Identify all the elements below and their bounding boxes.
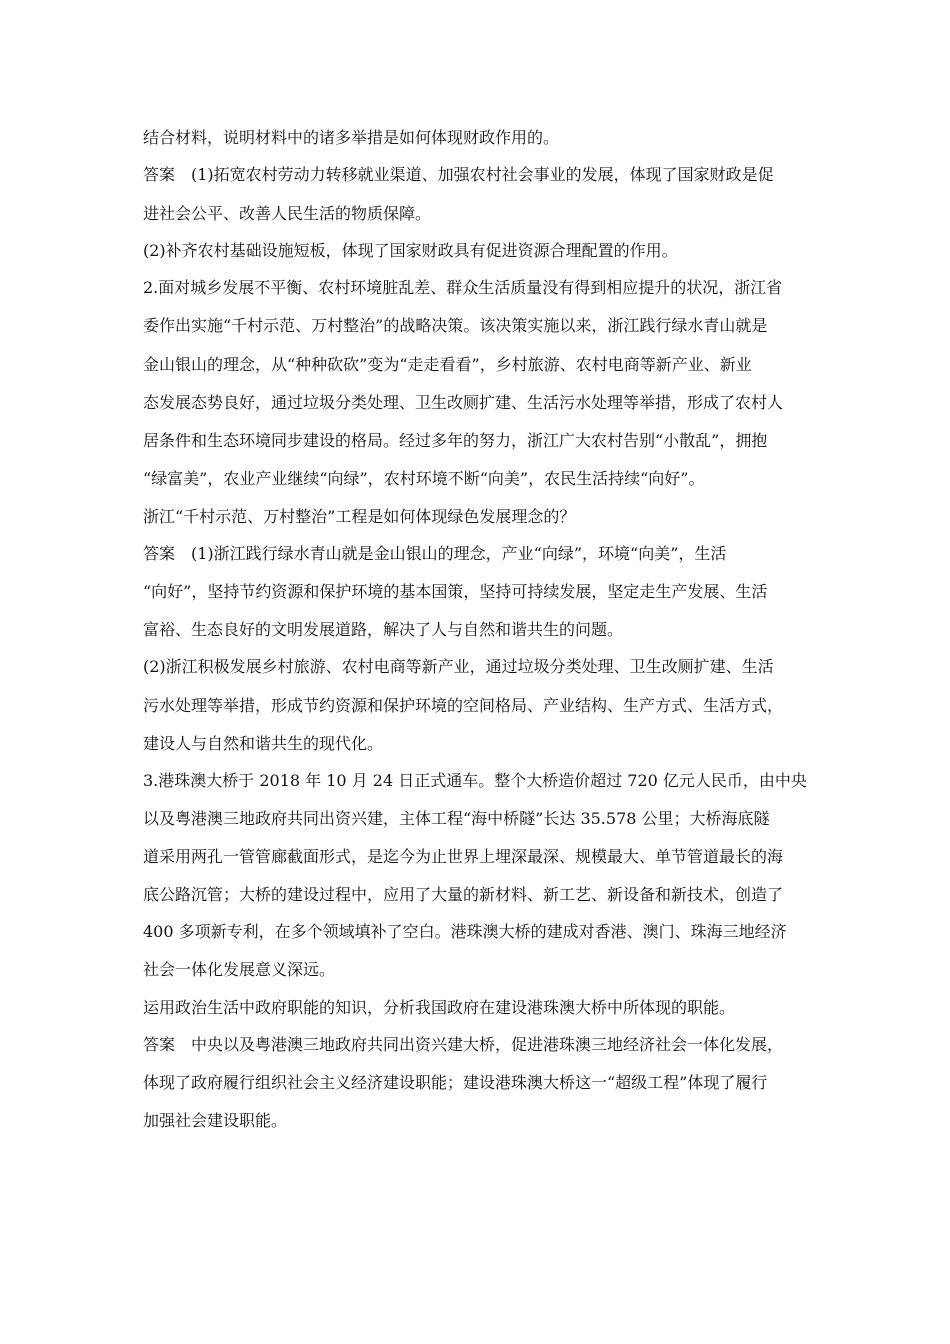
text-line: 委作出实施“千村示范、万村整治”的战略决策。该决策实施以来，浙江践行绿水青山就是: [143, 316, 768, 335]
text-line: 运用政治生活中政府职能的知识，分析我国政府在建设港珠澳大桥中所体现的职能。: [143, 998, 736, 1017]
text-line: 进社会公平、改善人民生活的物质保障。: [143, 204, 432, 223]
text-line: 加强社会建设职能。: [143, 1111, 288, 1130]
question-line: 3.港珠澳大桥于 2018 年 10 月 24 日正式通车。整个大桥造价超过 720 亿元人民币，由中央: [143, 771, 807, 790]
text-line: “向好”，坚持节约资源和保护环境的基本国策，坚持可持续发展，坚定走生产发展、生活: [143, 582, 768, 601]
text-line: “绿富美”，农业产业继续“向绿”，农村环境不断“向美”，农民生活持续“向好”。: [143, 469, 705, 488]
text-line: 金山银山的理念，从“种种砍砍”变为“走走看看”，乡村旅游、农村电商等新产业、新业: [143, 355, 752, 374]
text-line: 底公路沉管；大桥的建设过程中，应用了大量的新材料、新工艺、新设备和新技术，创造了: [143, 885, 784, 904]
text-line: 社会一体化发展意义深远。: [143, 960, 336, 979]
text-line: 以及粤港澳三地政府共同出资兴建，主体工程“海中桥隧”长达 35.578 公里；大桥海底隧: [143, 809, 770, 828]
text-line: 结合材料，说明材料中的诸多举措是如何体现财政作用的。: [143, 128, 560, 147]
text-line: 道采用两孔一管管廊截面形式，是迄今为止世界上埋深最深、规模最大、单节管道最长的海: [143, 847, 784, 866]
answer-line: 答案 中央以及粤港澳三地政府共同出资兴建大桥，促进港珠澳三地经济社会一体化发展，: [143, 1035, 784, 1054]
text-line: (2)浙江积极发展乡村旅游、农村电商等新产业，通过垃圾分类处理、卫生改厕扩建、生活: [143, 657, 774, 676]
text-line: 建设人与自然和谐共生的现代化。: [143, 734, 384, 753]
text-line: 态发展态势良好，通过垃圾分类处理、卫生改厕扩建、生活污水处理等举措，形成了农村人: [143, 393, 784, 412]
text-line: (2)补齐农村基础设施短板，体现了国家财政具有促进资源合理配置的作用。: [143, 241, 678, 260]
text-line: 污水处理等举措，形成节约资源和保护环境的空间格局、产业结构、生产方式、生活方式，: [143, 696, 784, 715]
question-line: 2.面对城乡发展不平衡、农村环境脏乱差、群众生活质量没有得到相应提升的状况，浙江省: [143, 278, 783, 297]
text-line: 富裕、生态良好的文明发展道路，解决了人与自然和谐共生的问题。: [143, 620, 624, 639]
text-line: 体现了政府履行组织社会主义经济建设职能；建设港珠澳大桥这一“超级工程”体现了履行: [143, 1073, 768, 1092]
text-line: 400 多项新专利，在多个领域填补了空白。港珠澳大桥的建成对香港、澳门、珠海三地经济: [143, 922, 787, 941]
text-line: 浙江“千村示范、万村整治”工程是如何体现绿色发展理念的？: [143, 507, 576, 526]
answer-line: 答案 (1)浙江践行绿水青山就是金山银山的理念，产业“向绿”，环境“向美”，生活: [143, 544, 727, 563]
answer-line: 答案 (1)拓宽农村劳动力转移就业渠道、加强农村社会事业的发展，体现了国家财政是促: [143, 165, 774, 184]
text-line: 居条件和生态环境同步建设的格局。经过多年的努力，浙江广大农村告别“小散乱”，拥抱: [143, 431, 768, 450]
